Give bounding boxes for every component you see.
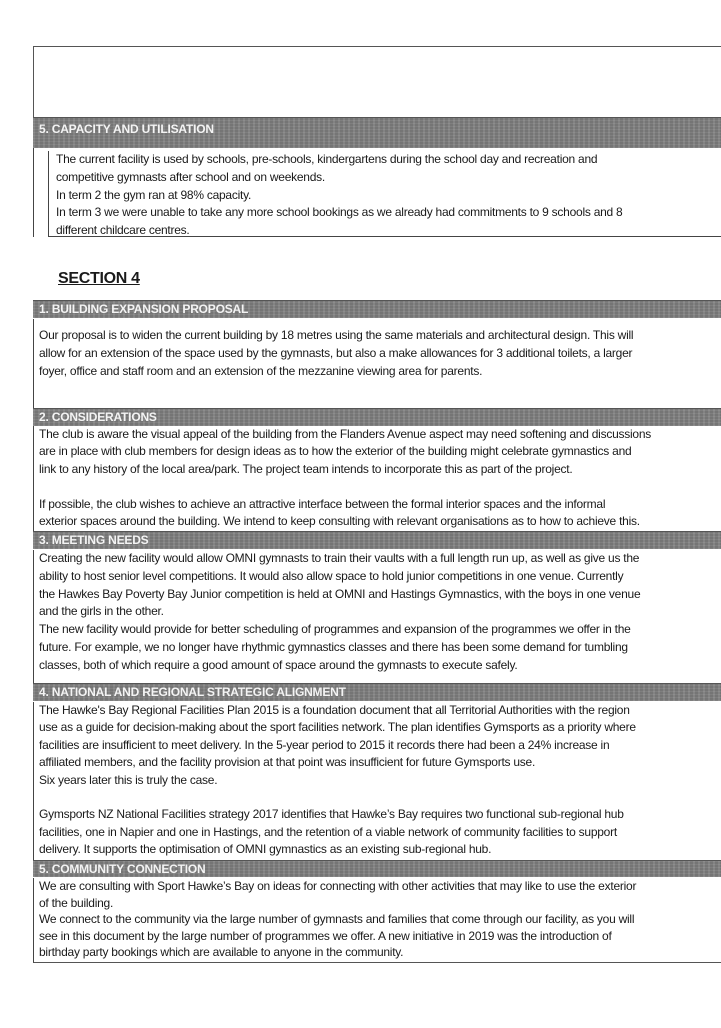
text-line: classes, both of which require a good amount of space around the gymnasts to execute safely.	[39, 657, 518, 672]
text-line: If possible, the club wishes to achieve an attractive interface between the formal interior spaces and the informal	[39, 496, 606, 511]
text-line: The Hawke's Bay Regional Facilities Plan 2015 is a foundation document that all Territorial Authorities with the region	[39, 703, 630, 717]
text-line: delivery. It supports the optimisation of OMNI gymnastics as an existing sub-regional hub.	[39, 842, 492, 857]
text-line: We are consulting with Sport Hawke’s Bay on ideas for connecting with other activities that may like to use the exterior	[39, 879, 637, 893]
capacity-heading-text: 5. CAPACITY AND UTILISATION	[39, 122, 214, 136]
text-line: use as a guide for decision-making about the sport facilities network. The plan identifies Gymsports as a priority where	[39, 720, 636, 735]
strategic-alignment-body	[33, 702, 721, 860]
considerations-heading	[33, 408, 721, 426]
text-line: the Hawkes Bay Poverty Bay Junior competition is held at OMNI and Hastings Gymnastics, with the boys in one venue	[39, 586, 641, 601]
capacity-outer-border	[33, 148, 34, 237]
text-line: are in place with club members for design ideas as to how the exterior of the building might celebrate gymnastics and	[39, 444, 632, 459]
text-line: future. For example, we no longer have rhythmic gymnastics classes and there has been some demand for tumbling	[39, 639, 628, 654]
building-expansion-body	[33, 319, 721, 408]
text-line: ability to host senior level competitions. It would also allow space to hold junior competitions in one venue. Currently	[39, 568, 624, 583]
considerations-body	[33, 426, 721, 531]
text-line: and the girls in the other.	[39, 604, 164, 619]
text-line: Gymsports NZ National Facilities strategy 2017 identifies that Hawke’s Bay requires two functional sub-regional hub	[39, 807, 624, 822]
heading-text: 1. BUILDING EXPANSION PROPOSAL	[39, 302, 249, 316]
text-line: of the building.	[39, 895, 114, 910]
heading-text: 2. CONSIDERATIONS	[39, 410, 157, 424]
text-line: Our proposal is to widen the current building by 18 metres using the same materials and architectural design. This will	[39, 328, 634, 342]
text-line: birthday party bookings which are available to anyone in the community.	[39, 945, 404, 960]
text-line: different childcare centres.	[56, 223, 190, 238]
heading-text: 5. COMMUNITY CONNECTION	[39, 862, 206, 876]
text-line	[39, 478, 721, 495]
heading-text: 4. NATIONAL AND REGIONAL STRATEGIC ALIGNMENT	[39, 685, 346, 699]
meeting-needs-body	[33, 550, 721, 683]
section-title: SECTION 4	[58, 270, 140, 287]
strategic-alignment-heading	[33, 683, 721, 701]
community-connection-heading	[33, 860, 721, 877]
text-line: see in this document by the large number of programmes we offer. A new initiative in 2019 was the introduction of	[39, 928, 612, 943]
text-line: Six years later this is truly the case.	[39, 772, 218, 787]
text-line: competitive gymnasts after school and on weekends.	[56, 169, 325, 184]
empty-table-box	[33, 46, 721, 118]
text-line: We connect to the community via the large number of gymnasts and families that come through our facility, as you will	[39, 912, 635, 927]
text-line: The new facility would provide for better scheduling of programmes and expansion of the programmes we offer in the	[39, 622, 631, 637]
capacity-heading	[33, 117, 721, 148]
text-line: facilities, one in Napier and one in Hastings, and the retention of a viable network of community facilities to support	[39, 824, 617, 839]
heading-text: 3. MEETING NEEDS	[39, 533, 149, 547]
text-line: The current facility is used by schools, pre-schools, kindergartens during the school day and recreation and	[56, 152, 598, 166]
text-line: Creating the new facility would allow OMNI gymnasts to train their vaults with a full length run up, as well as give us the	[39, 551, 640, 565]
text-line	[39, 789, 721, 806]
building-expansion-heading	[33, 300, 721, 318]
meeting-needs-heading	[33, 531, 721, 549]
community-connection-body	[33, 878, 721, 963]
text-line: allow for an extension of the space used by the gymnasts, but also a make allowances for 3 additional toilets, a larger	[39, 345, 633, 360]
text-line: affiliated members, and the facility provision at that point was insufficient for future Gymsports use.	[39, 755, 536, 770]
text-line: foyer, office and staff room and an extension of the mezzanine viewing area for parents.	[39, 363, 483, 378]
capacity-body	[48, 151, 721, 237]
text-line: In term 2 the gym ran at 98% capacity.	[56, 187, 252, 202]
text-line: The club is aware the visual appeal of the building from the Flanders Avenue aspect may need softening and discussions	[39, 427, 652, 441]
text-line: facilities are insufficient to meet delivery. In the 5-year period to 2015 it records there had been a 24% increase in	[39, 737, 610, 752]
text-line: exterior spaces around the building. We intend to keep consulting with relevant organisations as to how to achieve this.	[39, 513, 640, 528]
text-line: link to any history of the local area/park. The project team intends to incorporate this as part of the project.	[39, 461, 573, 476]
text-line: In term 3 we were unable to take any more school bookings as we already had commitments to 9 schools and 8	[56, 205, 623, 220]
